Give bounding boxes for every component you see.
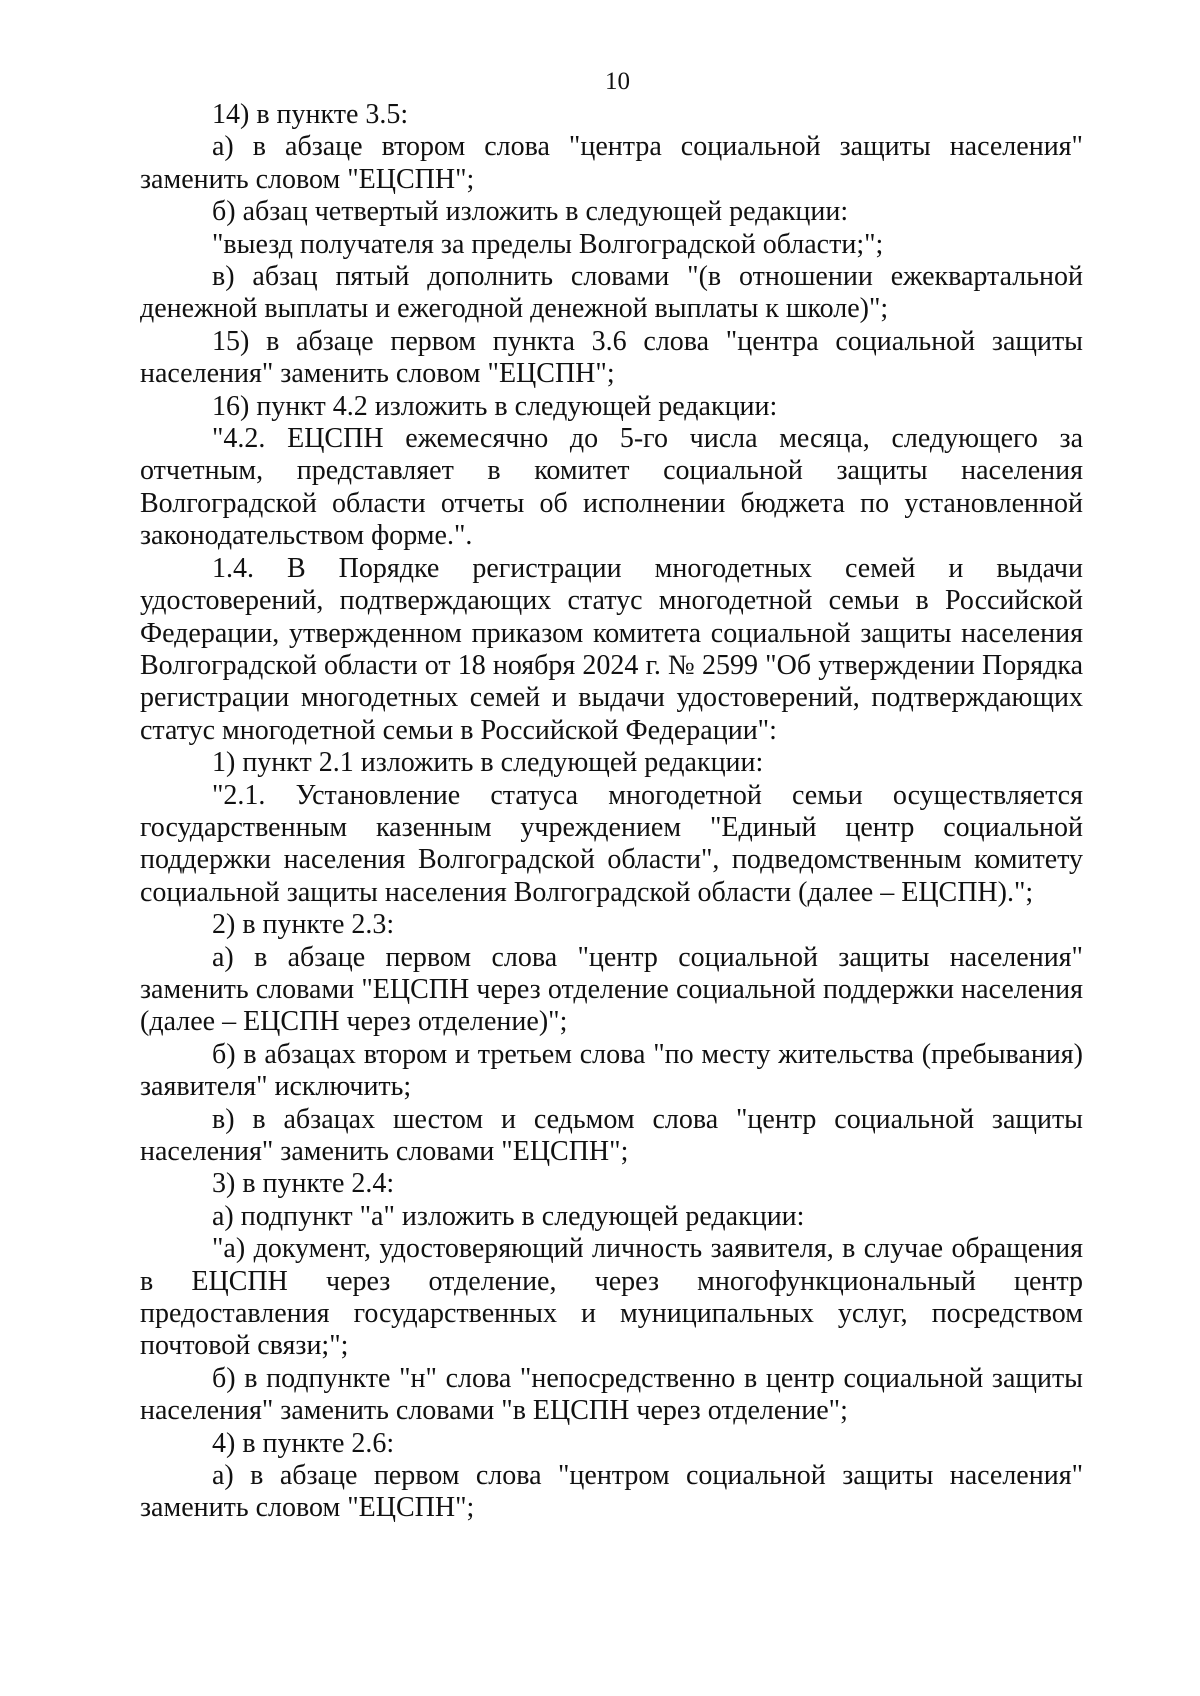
paragraph-item-1: 1) пункт 2.1 изложить в следующей редакции: <box>212 747 764 779</box>
paragraph-quote-4-2: "4.2. ЕЦСПН ежемесячно до 5-го числа месяца, следующего за отчетным, представляет в комитет социальной защиты населения Волгоградской области отчеты об исполнении бюджета по установленной законодательством форме.". <box>140 423 1083 552</box>
paragraph-item-14: 14) в пункте 3.5: <box>212 99 409 130</box>
paragraph-item-2: 2) в пункте 2.3: <box>212 909 395 941</box>
paragraph-item-3: 3) в пункте 2.4: <box>212 1168 395 1200</box>
paragraph-subitem-b: б) в подпункте "н" слова "непосредственно в центр социальной защиты населения" заменить словами "в ЕЦСПН через отделение"; <box>140 1362 1083 1427</box>
paragraph-subitem-a: а) подпункт "а" изложить в следующей редакции: <box>212 1200 805 1232</box>
paragraph-subitem-a: а) в абзаце первом слова "центр социальной защиты населения" заменить словами "ЕЦСПН через отделение социальной поддержки населения (далее – ЕЦСПН через отделение)"; <box>140 941 1083 1038</box>
paragraph-section-1-4: 1.4. В Порядке регистрации многодетных семей и выдачи удостоверений, подтверждающих статус многодетной семьи в Российской Федерации, утвержденном приказом комитета социальной защиты населения Волгоградской области от 18 ноября 2024 г. № 2599 "Об утверждении Порядка регистрации многодетных семей и выдачи удостоверений, подтверждающих статус многодетной семьи в Российской Федерации": <box>140 552 1083 746</box>
paragraph-subitem-v: в) в абзацах шестом и седьмом слова "центр социальной защиты населения" заменить словами "ЕЦСПН"; <box>140 1103 1083 1167</box>
paragraph-quote-a: "а) документ, удостоверяющий личность заявителя, в случае обращения в ЕЦСПН через отделение, через многофункциональный центр предоставления государственных и муниципальных услуг, посредством почтовой связи;"; <box>140 1233 1083 1362</box>
paragraph-subitem-b: б) абзац четвертый изложить в следующей редакции: <box>212 196 849 228</box>
paragraph-item-15: 15) в абзаце первом пункта 3.6 слова "центра социальной защиты населения" заменить словом "ЕЦСПН"; <box>140 325 1083 390</box>
paragraph-quote: "выезд получателя за пределы Волгоградской области;"; <box>212 228 884 260</box>
paragraph-subitem-a: а) в абзаце втором слова "центра социальной защиты населения" заменить словом "ЕЦСПН"; <box>140 131 1083 195</box>
paragraph-quote-2-1: "2.1. Установление статуса многодетной семьи осуществляется государственным казенным учреждением "Единый центр социальной поддержки населения Волгоградской области", подведомственным комитету социальной защиты населения Волгоградской области (далее – ЕЦСПН)."; <box>140 779 1083 908</box>
paragraph-subitem-v: в) абзац пятый дополнить словами "(в отношении ежеквартальной денежной выплаты и ежегодной денежной выплаты к школе)"; <box>140 261 1083 325</box>
paragraph-item-16: 16) пункт 4.2 изложить в следующей редакции: <box>212 390 778 422</box>
paragraph-subitem-b: б) в абзацах втором и третьем слова "по месту жительства (пребывания) заявителя" исключить; <box>140 1038 1083 1103</box>
paragraph-item-4: 4) в пункте 2.6: <box>212 1427 395 1459</box>
page-number: 10 <box>605 68 630 95</box>
document-body <box>140 99 1083 1525</box>
paragraph-subitem-a: а) в абзаце первом слова "центром социальной защиты населения" заменить словом "ЕЦСПН"; <box>140 1460 1083 1524</box>
